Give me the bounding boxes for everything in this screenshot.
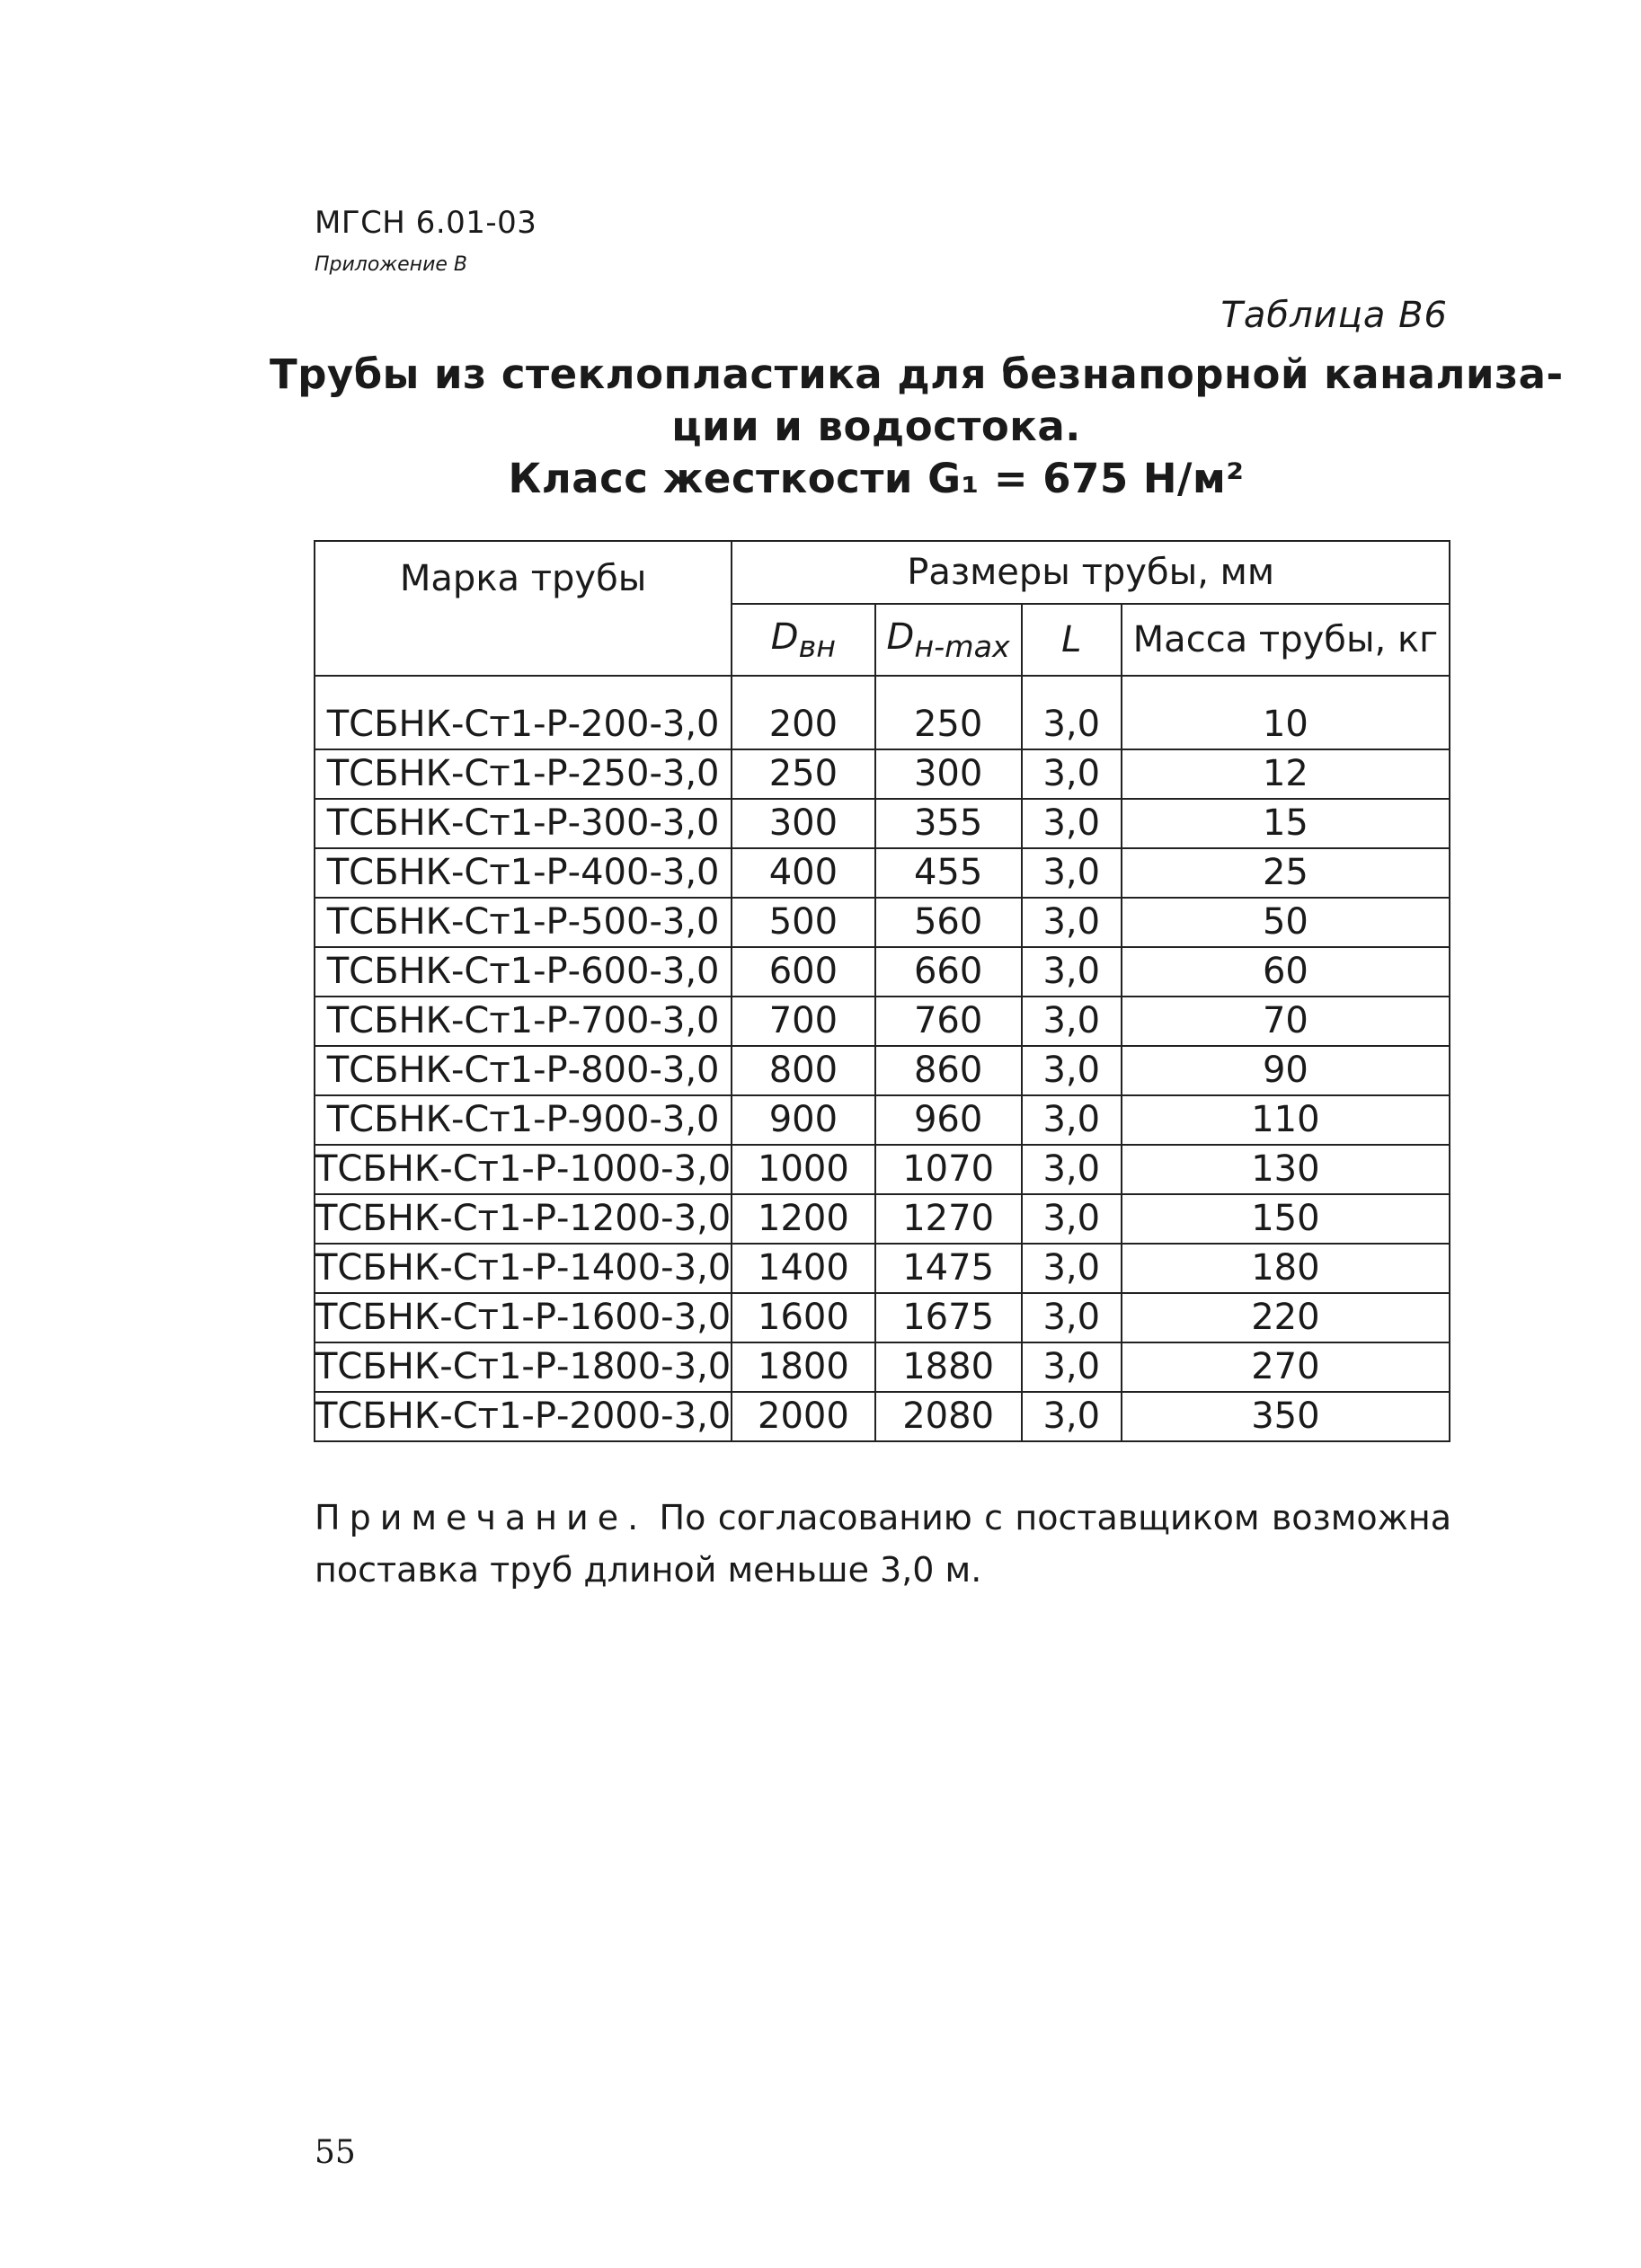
header-pipe-dimensions: Размеры трубы, мм	[732, 541, 1450, 604]
cell-mark: ТСБНК-Ст1-Р-1200-3,0	[315, 1194, 732, 1244]
header-pipe-mass: Масса трубы, кг	[1122, 604, 1450, 676]
cell-length: 3,0	[1022, 1194, 1122, 1244]
cell-mark: ТСБНК-Ст1-Р-1800-3,0	[315, 1342, 732, 1392]
table-row	[315, 799, 1450, 848]
cell-outer-diameter: 1675	[875, 1293, 1022, 1342]
cell-outer-diameter: 2080	[875, 1392, 1022, 1441]
cell-inner-diameter: 1000	[732, 1145, 874, 1194]
cell-outer-diameter: 250	[875, 676, 1022, 749]
cell-mark: ТСБНК-Ст1-Р-700-3,0	[315, 997, 732, 1046]
cell-inner-diameter: 2000	[732, 1392, 874, 1441]
cell-outer-diameter: 1880	[875, 1342, 1022, 1392]
cell-mass: 270	[1122, 1342, 1450, 1392]
cell-mass: 220	[1122, 1293, 1450, 1342]
cell-mark: ТСБНК-Ст1-Р-500-3,0	[315, 898, 732, 947]
cell-length: 3,0	[1022, 1145, 1122, 1194]
cell-length: 3,0	[1022, 1342, 1122, 1392]
cell-mass: 10	[1122, 676, 1450, 749]
cell-mark: ТСБНК-Ст1-Р-1400-3,0	[315, 1244, 732, 1293]
cell-length: 3,0	[1022, 799, 1122, 848]
cell-mass: 50	[1122, 898, 1450, 947]
table-row	[315, 1095, 1450, 1145]
table-row	[315, 997, 1450, 1046]
table-number: Таблица В6	[1220, 295, 1448, 336]
cell-mark: ТСБНК-Ст1-Р-250-3,0	[315, 749, 732, 799]
cell-mass: 130	[1122, 1145, 1450, 1194]
table-row	[315, 898, 1450, 947]
cell-outer-diameter: 560	[875, 898, 1022, 947]
cell-mass: 25	[1122, 848, 1450, 898]
cell-mark: ТСБНК-Ст1-Р-2000-3,0	[315, 1392, 732, 1441]
cell-mass: 150	[1122, 1194, 1450, 1244]
cell-length: 3,0	[1022, 997, 1122, 1046]
cell-length: 3,0	[1022, 1046, 1122, 1095]
title-line-1: Трубы из стеклопластика для безнапорной канализа-	[270, 350, 1564, 398]
table-row	[315, 676, 1450, 749]
cell-inner-diameter: 1200	[732, 1194, 874, 1244]
cell-mass: 70	[1122, 997, 1450, 1046]
cell-outer-diameter: 960	[875, 1095, 1022, 1145]
cell-mass: 15	[1122, 799, 1450, 848]
cell-inner-diameter: 1800	[732, 1342, 874, 1392]
cell-mark: ТСБНК-Ст1-Р-300-3,0	[315, 799, 732, 848]
header-inner-diameter	[732, 604, 874, 676]
table-row	[315, 1244, 1450, 1293]
table-body	[315, 676, 1450, 1441]
outer-diameter-subscript: н-max	[914, 628, 1010, 664]
cell-mass: 90	[1122, 1046, 1450, 1095]
page-number: 55	[315, 2134, 356, 2171]
table-row	[315, 1194, 1450, 1244]
cell-mark: ТСБНК-Ст1-Р-800-3,0	[315, 1046, 732, 1095]
table-title	[270, 349, 1564, 505]
cell-inner-diameter: 600	[732, 947, 874, 997]
cell-mass: 60	[1122, 947, 1450, 997]
cell-inner-diameter: 250	[732, 749, 874, 799]
cell-inner-diameter: 300	[732, 799, 874, 848]
cell-length: 3,0	[1022, 1244, 1122, 1293]
cell-inner-diameter: 700	[732, 997, 874, 1046]
pipes-table	[314, 540, 1450, 1442]
table-row	[315, 749, 1450, 799]
cell-outer-diameter: 760	[875, 997, 1022, 1046]
cell-mark: ТСБНК-Ст1-Р-600-3,0	[315, 947, 732, 997]
cell-inner-diameter: 200	[732, 676, 874, 749]
cell-mark: ТСБНК-Ст1-Р-1600-3,0	[315, 1293, 732, 1342]
cell-mass: 180	[1122, 1244, 1450, 1293]
cell-mark: ТСБНК-Ст1-Р-900-3,0	[315, 1095, 732, 1145]
table-row	[315, 947, 1450, 997]
table-row	[315, 1392, 1450, 1441]
table-row	[315, 1046, 1450, 1095]
cell-inner-diameter: 900	[732, 1095, 874, 1145]
cell-inner-diameter: 800	[732, 1046, 874, 1095]
table-note	[315, 1492, 1451, 1596]
header-length: L	[1022, 604, 1122, 676]
cell-inner-diameter: 1400	[732, 1244, 874, 1293]
header-pipe-mark: Марка трубы	[315, 541, 732, 676]
cell-length: 3,0	[1022, 947, 1122, 997]
cell-outer-diameter: 1475	[875, 1244, 1022, 1293]
cell-mass: 12	[1122, 749, 1450, 799]
title-line-3: Класс жесткости G₁ = 675 Н/м²	[508, 455, 1245, 502]
table-row	[315, 1342, 1450, 1392]
document-code: МГСН 6.01-03	[315, 205, 537, 241]
cell-length: 3,0	[1022, 848, 1122, 898]
cell-outer-diameter: 660	[875, 947, 1022, 997]
cell-mass: 110	[1122, 1095, 1450, 1145]
cell-mark: ТСБНК-Ст1-Р-200-3,0	[315, 676, 732, 749]
cell-length: 3,0	[1022, 749, 1122, 799]
inner-diameter-subscript: вн	[798, 628, 837, 664]
appendix-label: Приложение В	[315, 253, 467, 276]
cell-mark: ТСБНК-Ст1-Р-1000-3,0	[315, 1145, 732, 1194]
cell-outer-diameter: 1270	[875, 1194, 1022, 1244]
cell-outer-diameter: 455	[875, 848, 1022, 898]
cell-outer-diameter: 860	[875, 1046, 1022, 1095]
note-lead: Примечание.	[315, 1498, 648, 1537]
cell-length: 3,0	[1022, 1293, 1122, 1342]
title-line-2: ции и водостока.	[671, 403, 1081, 450]
table-row	[315, 1145, 1450, 1194]
cell-mass: 350	[1122, 1392, 1450, 1441]
cell-length: 3,0	[1022, 898, 1122, 947]
outer-diameter-symbol: D	[886, 616, 915, 658]
cell-inner-diameter: 1600	[732, 1293, 874, 1342]
cell-outer-diameter: 355	[875, 799, 1022, 848]
note-text: По согласованию с поставщиком возможна поставка труб длиной меньше 3,0 м.	[315, 1498, 1451, 1590]
cell-mark: ТСБНК-Ст1-Р-400-3,0	[315, 848, 732, 898]
cell-length: 3,0	[1022, 676, 1122, 749]
cell-outer-diameter: 300	[875, 749, 1022, 799]
cell-length: 3,0	[1022, 1095, 1122, 1145]
cell-outer-diameter: 1070	[875, 1145, 1022, 1194]
inner-diameter-symbol: D	[770, 616, 799, 658]
table-row	[315, 1293, 1450, 1342]
header-outer-diameter	[875, 604, 1022, 676]
cell-inner-diameter: 500	[732, 898, 874, 947]
table-row	[315, 848, 1450, 898]
cell-inner-diameter: 400	[732, 848, 874, 898]
cell-length: 3,0	[1022, 1392, 1122, 1441]
